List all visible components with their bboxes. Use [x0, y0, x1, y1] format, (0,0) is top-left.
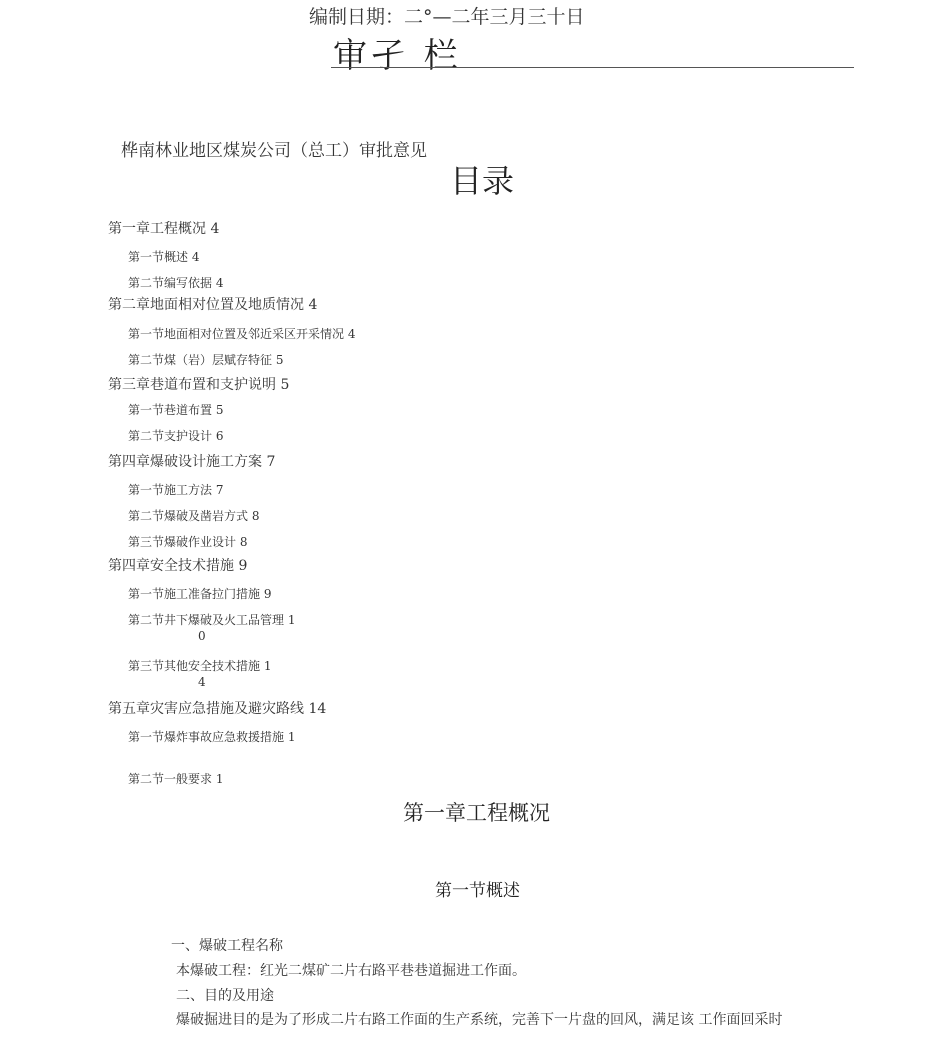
toc-chapter-4[interactable]: 第四章爆破设计施工方案 7	[108, 454, 276, 470]
toc-section-5-2[interactable]: 第二节一般要求 1	[128, 772, 224, 786]
toc-chapter-safety[interactable]: 第四章安全技术措施 9	[108, 558, 248, 574]
toc-section-3-2[interactable]: 第二节支护设计 6	[128, 429, 224, 443]
toc-section-5-1[interactable]: 第一节爆炸事故应急救援措施 1	[128, 730, 296, 744]
toc-section-4-2[interactable]: 第二节爆破及凿岩方式 8	[128, 509, 260, 523]
section-heading: 第一节概述	[435, 881, 520, 901]
chapter-heading: 第一章工程概况	[403, 801, 550, 825]
toc-chapter-3[interactable]: 第三章巷道布置和支护说明 5	[108, 377, 290, 393]
toc-section-safety-3-page-wrap: 4	[198, 675, 206, 689]
paragraph-body-1: 本爆破工程：红光二煤矿二片右路平巷巷道掘进工作面。	[176, 963, 526, 979]
toc-section-1-1[interactable]: 第一节概述 4	[128, 250, 200, 264]
toc-section-4-1[interactable]: 第一节施工方法 7	[128, 483, 224, 497]
compile-date: 编制日期：二°—二年三月三十日	[309, 6, 585, 28]
toc-section-safety-3[interactable]: 第三节其他安全技术措施 1	[128, 659, 272, 673]
toc-chapter-2[interactable]: 第二章地面相对位置及地质情况 4	[108, 297, 318, 313]
paragraph-body-2: 爆破掘进目的是为了形成二片右路工作面的生产系统，完善下一片盘的回风，满足该 工作面回采时	[176, 1012, 783, 1028]
paragraph-item-heading-1: 一、爆破工程名称	[171, 938, 283, 954]
toc-chapter-1[interactable]: 第一章工程概况 4	[108, 221, 220, 237]
review-field-title: 审孑 栏	[333, 36, 462, 76]
toc-section-3-1[interactable]: 第一节巷道布置 5	[128, 403, 224, 417]
review-field-underline	[331, 67, 854, 68]
toc-section-safety-2[interactable]: 第二节井下爆破及火工品管理 1	[128, 613, 296, 627]
approval-opinion-label: 桦南林业地区煤炭公司（总工）审批意见	[121, 141, 427, 161]
toc-title: 目录	[450, 162, 515, 200]
toc-section-2-1[interactable]: 第一节地面相对位置及邻近采区开采情况 4	[128, 327, 356, 341]
toc-section-1-2[interactable]: 第二节编写依据 4	[128, 276, 224, 290]
toc-section-safety-1[interactable]: 第一节施工准备拉门措施 9	[128, 587, 272, 601]
toc-chapter-5[interactable]: 第五章灾害应急措施及避灾路线 14	[108, 701, 327, 717]
toc-section-safety-2-page-wrap: 0	[198, 629, 206, 643]
toc-section-2-2[interactable]: 第二节煤（岩）层赋存特征 5	[128, 353, 284, 367]
toc-section-4-3[interactable]: 第三节爆破作业设计 8	[128, 535, 248, 549]
paragraph-item-heading-2: 二、目的及用途	[176, 988, 274, 1004]
